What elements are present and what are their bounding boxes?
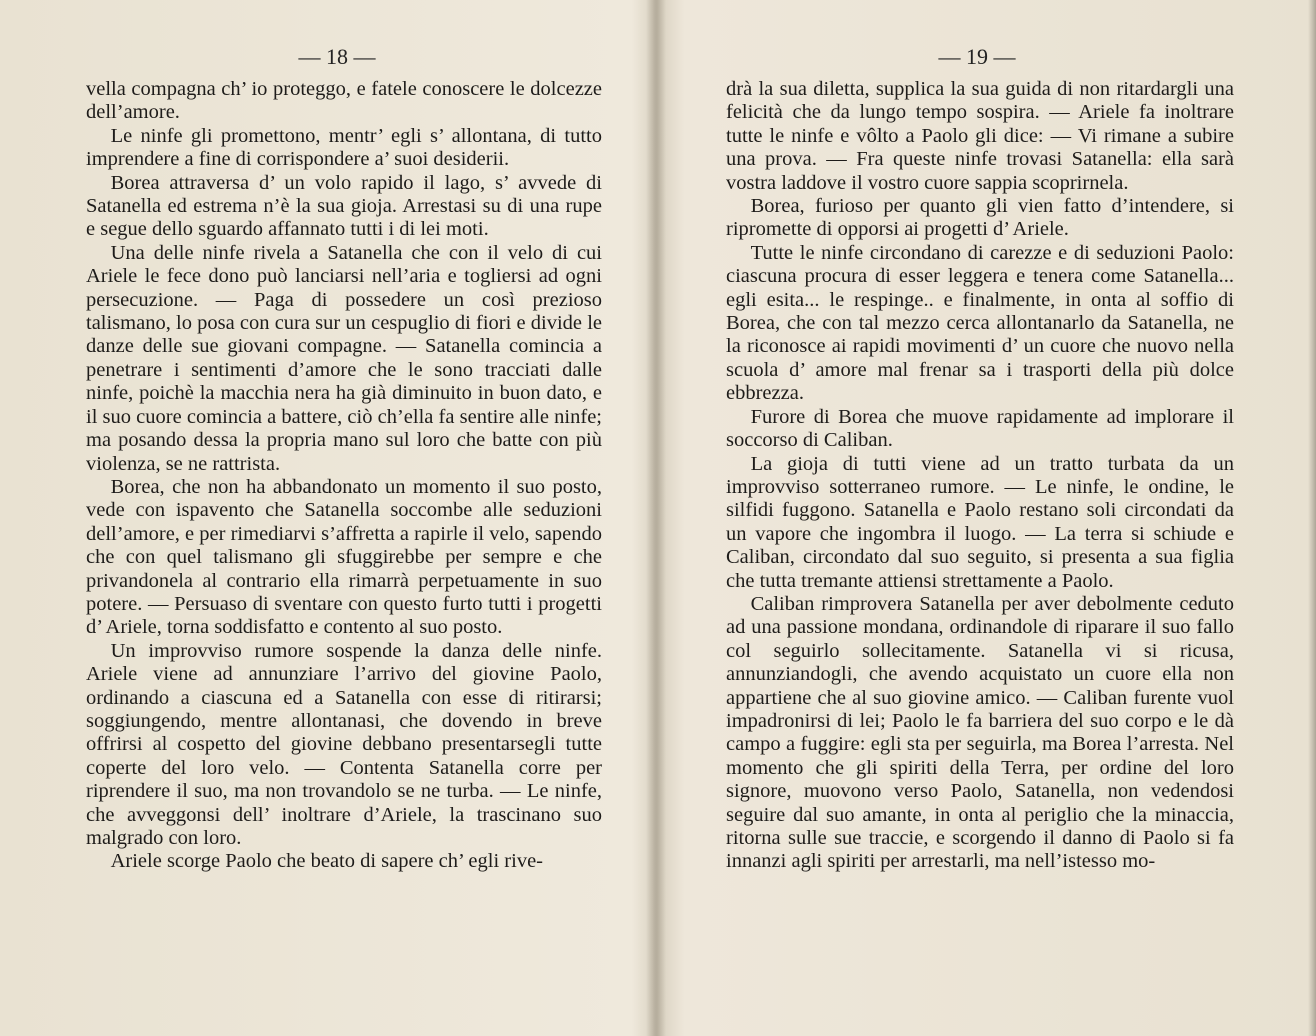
paragraph: Furore di Borea che muove rapidamente ad implorare il soccorso di Caliban. xyxy=(726,405,1234,452)
paragraph: La gioja di tutti viene ad un tratto turbata da un improvviso sotterraneo rumore. — Le ninfe, le ondine, le silfidi fuggono. Satanella e Paolo restano soli circondati da un vapore che ingombra il luogo. — La terra si schiude e Caliban, circondato dal suo seguito, si presenta a sua figlia che tutta tremante attiensi strettamente a Paolo. xyxy=(726,452,1234,592)
paragraph: Borea, furioso per quanto gli vien fatto d’intendere, si ripromette di opporsi ai progetti d’ Ariele. xyxy=(726,195,1234,241)
page-edge-shadow xyxy=(1308,0,1316,1036)
paragraph: drà la sua diletta, supplica la sua guida di non ritardargli una felicità che da lungo tempo sospira. — Ariele fa inoltrare tutte le ninfe e vôlto a Paolo gli dice: — Vi rimane a subire una prova. — Fra queste ninfe trovasi Satanella: ella sarà vostra laddove il vostro cuore sappia scoprirnela. xyxy=(726,78,1234,194)
paragraph: Caliban rimprovera Satanella per aver debolmente ceduto ad una passione mondana, ordinandole di riparare il suo fallo col seguirlo sollecitamente. Satanella vi si ricusa, annunziandogli, che avendo acquistato un cuore ella non appartiene che al suo giovine amico. — Caliban furente vuol impadronirsi di lei; Paolo le fa barriera del suo corpo e le dà campo a fuggire: egli sta per seguirla, ma Borea l’arresta. Nel momento che gli spiriti della Terra, per ordine del loro signore, muovono verso Paolo, Satanella, non vedendosi seguire dal suo amante, in onta al periglio che la minaccia, ritorna sulle sue traccie, e scorgendo il danno di Paolo si fa innanzi agli spiriti per arrestarli, ma nell’istesso mo- xyxy=(726,592,1234,873)
paragraph: Borea attraversa d’ un volo rapido il lago, s’ avvede di Satanella ed estrema n’è la sua gioja. Arrestasi su di una rupe e segue dello sguardo affannato tutti i di lei moti. xyxy=(86,171,602,241)
right-page-body xyxy=(726,78,1234,874)
left-page xyxy=(0,0,654,1036)
paragraph: Ariele scorge Paolo che beato di sapere ch’ egli rive- xyxy=(110,850,543,873)
right-page xyxy=(658,0,1316,1036)
left-page-number: — 18 — xyxy=(298,44,376,69)
paragraph: Le ninfe gli promettono, mentr’ egli s’ allontana, di tutto imprendere a fine di corrispondere a’ suoi desiderii. xyxy=(86,124,602,171)
paragraph: Un improvviso rumore sospende la danza delle ninfe. Ariele viene ad annunziare l’arrivo del giovine Paolo, ordinando a ciascuna ed a Satanella con esse di ritirarsi; soggiungendo, mentre allontanasi, che dovendo in breve offrirsi al cospetto del giovine debbano presentarsegli tutte coperte del loro velo. — Contenta Satanella corre per riprendere il suo, ma non trovandolo se ne turba. — Le ninfe, che avveggonsi dell’ inoltrare d’Ariele, la trascinano suo malgrado con loro. xyxy=(86,639,602,849)
paragraph: Tutte le ninfe circondano di carezze e di seduzioni Paolo: ciascuna procura di esser leggera e tenera come Satanella... egli esita... le respinge.. e finalmente, in onta al soffio di Borea, che con tal mezzo cerca allontanarlo da Satanella, ne la riconosce ai rapidi movimenti d’ un cuore che nuovo nella scuola d’ amore mal frenar sa i trasporti della più dolce ebbrezza. xyxy=(726,241,1234,405)
left-page-body xyxy=(86,78,602,874)
paragraph: vella compagna ch’ io proteggo, e fatele conoscere le dolcezze dell’amore. xyxy=(86,78,602,124)
paragraph: Una delle ninfe rivela a Satanella che con il velo di cui Ariele le fece dono può lanciarsi nell’aria e togliersi ad ogni persecuzione. — Paga di possedere un così prezioso talismano, lo posa con cura sur un cespuglio di fiori e divide le danze delle sue giovani compagne. — Satanella comincia a penetrare i sentimenti d’amore che le sono tracciati dalle ninfe, poichè la macchia nera ha già diminuito in buon dato, e il suo cuore comincia a battere, ciò ch’ella fa sentire alle ninfe; ma posando dessa la propria mano sul loro che batte con più violenza, se ne rattrista. xyxy=(86,241,602,475)
right-page-number: — 19 — xyxy=(938,44,1016,69)
paragraph: Borea, che non ha abbandonato un momento il suo posto, vede con ispavento che Satanella soccombe alle seduzioni dell’amore, e per rimediarvi s’affretta a rapirle il velo, sapendo che con quel talismano gli sfuggirebbe per sempre e che privandonela al contrario ella rimarrà perpetuamente in suo potere. — Persuaso di sventare con questo furto tutti i progetti d’ Ariele, torna soddisfatto e contento al suo posto. xyxy=(86,475,602,639)
